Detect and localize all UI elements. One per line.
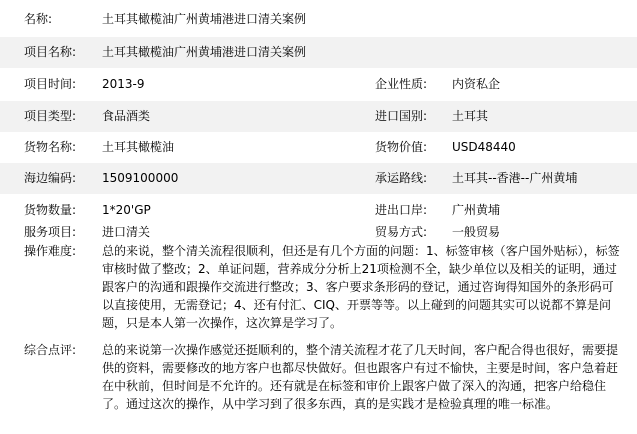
field-label: 名称: [24,12,53,26]
table-row [0,69,637,100]
table-row [0,101,637,132]
difficulty-text: 总的来说，整个清关流程很顺利，但还是有几个方面的问题：1、标签审核（客户国外贴标），标签审核时做了整改；2、单证问题，营养成分分析上21项检测不全，缺少单位以及相关的证明，通过跟客户的沟通和跟操作交流进行整改；3、客户要求条形码的登记，通过咨询得知国外的条形码可以直接使用，无需登记；4、还有付汇、CIQ、开票等等。以上碰到的问题其实可以说都不算是问题，只是本人第一次操作，这次算是学习了。 [102,244,620,330]
field-value: 一般贸易 [452,225,501,239]
review-text: 总的来说第一次操作感觉还挺顺利的，整个清关流程才花了几天时间，客户配合得也很好，需要提供的资料，需要修改的地方客户也都尽快做好。但也跟客户有过不愉快，主要是时间，客户急着赶在中秋前，但时间是不允许的。还有就是在标签和审价上跟客户做了深入的沟通，把客户给稳住了。通过这次的操作，从中学习到了很多东西，真的是实践才是检验真理的唯一标准。 [102,343,619,411]
field-label: 项目时间: [24,77,77,91]
field-label: 货物价值: [375,140,428,154]
field-label: 进口国别: [375,109,428,123]
field-label: 贸易方式: [375,225,428,239]
field-label: 项目类型: [24,109,77,123]
field-value: 土耳其 [452,109,489,123]
field-value: 1*20'GP [102,203,151,217]
table-row [0,4,637,35]
field-label: 企业性质: [375,77,428,91]
field-label: 承运路线: [375,171,428,185]
field-label: 海边编码: [24,171,77,185]
difficulty-section [0,241,637,337]
field-label: 货物名称: [24,140,77,154]
field-label: 货物数量: [24,203,77,217]
difficulty-label: 操作难度: [24,244,77,258]
field-value: 2013-9 [102,77,145,91]
field-value: 广州黄埔 [452,203,501,217]
table-row [0,163,637,194]
field-value: 内资私企 [452,77,501,91]
field-value: 土耳其橄榄油广州黄埔港进口清关案例 [102,12,307,26]
field-value: 土耳其--香港--广州黄埔 [452,171,578,185]
review-label: 综合点评: [24,343,77,357]
table-row [0,132,637,163]
field-value: 进口清关 [102,225,151,239]
review-section [0,340,637,432]
field-value: 食品酒类 [102,109,151,123]
field-label: 服务项目: [24,225,77,239]
field-value: 土耳其橄榄油 [102,140,175,154]
field-label: 项目名称: [24,45,77,59]
field-label: 进出口岸: [375,203,428,217]
field-value: USD48440 [452,140,516,154]
field-value: 1509100000 [102,171,179,185]
table-row [0,37,637,68]
field-value: 土耳其橄榄油广州黄埔港进口清关案例 [102,45,307,59]
